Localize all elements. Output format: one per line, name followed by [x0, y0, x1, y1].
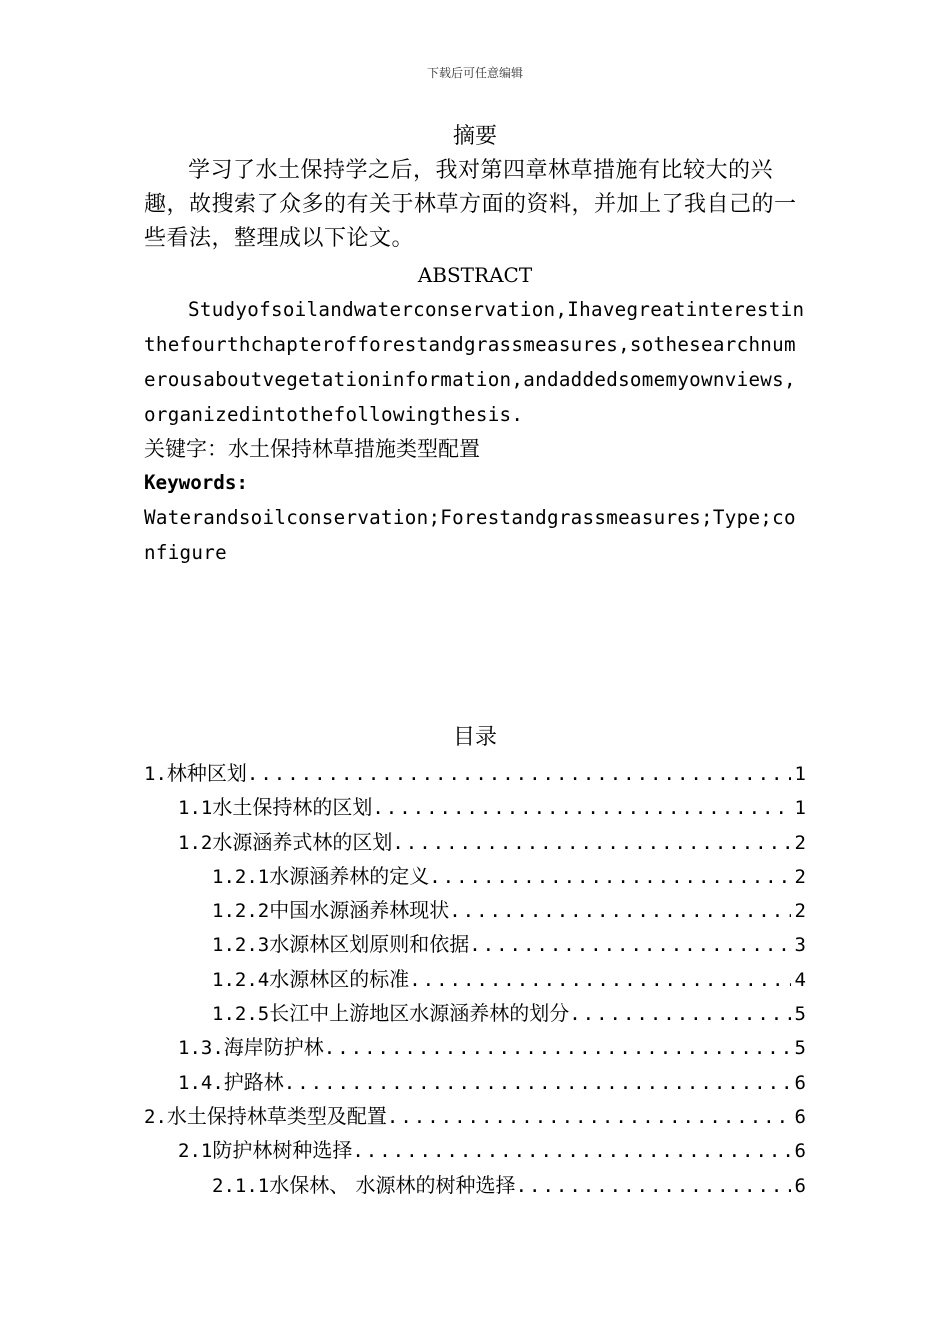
toc-entry-page: 5 [794, 1037, 806, 1060]
abstract-en-body: Studyofsoilandwaterconservation,Ihavegreatinterestinthefourthchapterofforestandgrassmeasures,sothesearchnumerousaboutvegetationinformation,andaddedsomemyownviews,organizedintothefollowingthesis. [144, 298, 805, 426]
keywords-en-body: Waterandsoilconservation;Forestandgrassmeasures;Type;configure [144, 506, 796, 564]
toc-dot-leader [569, 997, 790, 1031]
toc-entry-label: 护路林 [223, 1069, 284, 1094]
toc-entry-label: 中国水源涵养林现状 [269, 898, 450, 923]
toc-entry-number: 1.2 [178, 831, 213, 854]
toc-entry-number: 1.3. [178, 1037, 224, 1060]
page-header-note: 下载后可任意编辑 [426, 66, 523, 80]
toc-entry[interactable] [144, 1065, 806, 1099]
toc-entry-label: 海岸防护林 [223, 1035, 324, 1060]
toc-entry-label: 长江中上游地区水源涵养林的划分 [269, 1001, 570, 1026]
toc-dot-leader [284, 1066, 791, 1100]
toc-entry-number: 1.2.4 [212, 968, 270, 991]
toc-entry[interactable] [144, 756, 806, 790]
toc-entry-number: 1.2.1 [212, 865, 270, 888]
toc-entry-label: 水源涵养林的定义 [269, 863, 430, 888]
abstract-en-title: ABSTRACT [417, 263, 533, 287]
toc-entry[interactable] [144, 859, 806, 893]
toc-dot-leader [372, 791, 790, 825]
toc-entry-number: 2.1 [178, 1140, 213, 1163]
toc-dot-leader [516, 1169, 791, 1203]
toc-entry-page: 2 [794, 865, 806, 888]
toc-dot-leader [409, 963, 790, 997]
toc-entry-page: 6 [794, 1071, 806, 1094]
toc-entry-number: 1. [144, 763, 167, 785]
toc-entry[interactable] [144, 1099, 806, 1133]
toc-entry[interactable] [144, 1133, 806, 1167]
toc-entry-number: 1.1 [178, 797, 213, 820]
toc-entry-page: 2 [794, 831, 806, 854]
toc-entry-label: 水土保持林的区划 [212, 795, 373, 820]
toc-entry-page: 6 [794, 1105, 806, 1128]
toc-entry-page: 1 [794, 797, 806, 820]
toc-entry[interactable] [144, 825, 806, 859]
keywords-cn: 关键字：水土保持林草措施类型配置 [144, 437, 480, 461]
toc-entry-label: 水源林区划原则和依据 [269, 932, 470, 957]
toc-dot-leader [392, 826, 790, 860]
toc-entry[interactable] [144, 962, 806, 996]
toc-entry-page: 6 [794, 1174, 806, 1197]
toc-entry-label: 水源林区的标准 [269, 966, 410, 991]
toc-entry-label: 水源涵养式林的区划 [212, 829, 393, 854]
toc-dot-leader [469, 928, 790, 962]
keywords-en-label: Keywords: [144, 471, 248, 494]
toc-entry-label: 水土保持林草类型及配置 [166, 1103, 387, 1128]
toc-entry-label: 水保林、 水源林的树种选择 [269, 1172, 516, 1197]
toc-entry-page: 5 [794, 1003, 806, 1026]
toc-dot-leader [324, 1031, 791, 1065]
toc-entry-page: 1 [794, 763, 806, 785]
toc-entry-label: 林种区划 [166, 761, 247, 785]
toc-entry-number: 1.2.5 [212, 1003, 270, 1026]
toc-entry-page: 6 [794, 1140, 806, 1163]
abstract-section [144, 120, 806, 570]
toc-dot-leader [429, 860, 790, 894]
toc-dot-leader [352, 1134, 790, 1168]
toc-dot-leader [387, 1100, 791, 1134]
toc-entry[interactable] [144, 790, 806, 824]
toc-dot-leader [449, 894, 790, 928]
toc-entry-number: 2. [144, 1105, 167, 1128]
toc-entry[interactable] [144, 1030, 806, 1064]
toc-entry-number: 2.1.1 [212, 1174, 270, 1197]
toc-entry-label: 防护林树种选择 [212, 1138, 353, 1163]
toc-dot-leader [247, 757, 791, 791]
toc-entry-page: 3 [794, 934, 806, 957]
toc-entry-number: 1.2.2 [212, 900, 270, 923]
abstract-cn-body: 学习了水土保持学之后，我对第四章林草措施有比较大的兴趣，故搜索了众多的有关于林草方面的资料，并加上了我自己的一些看法，整理成以下论文。 [144, 158, 797, 251]
toc-entry[interactable] [144, 927, 806, 961]
toc-entry[interactable] [144, 893, 806, 927]
table-of-contents [144, 756, 806, 1202]
toc-entry-number: 1.4. [178, 1071, 224, 1094]
toc-entry[interactable] [144, 1168, 806, 1202]
toc-entry-number: 1.2.3 [212, 934, 270, 957]
toc-title: 目录 [452, 725, 497, 750]
toc-entry-page: 2 [794, 900, 806, 923]
toc-entry[interactable] [144, 996, 806, 1030]
toc-entry-page: 4 [794, 968, 806, 991]
abstract-cn-title: 摘要 [452, 124, 497, 149]
